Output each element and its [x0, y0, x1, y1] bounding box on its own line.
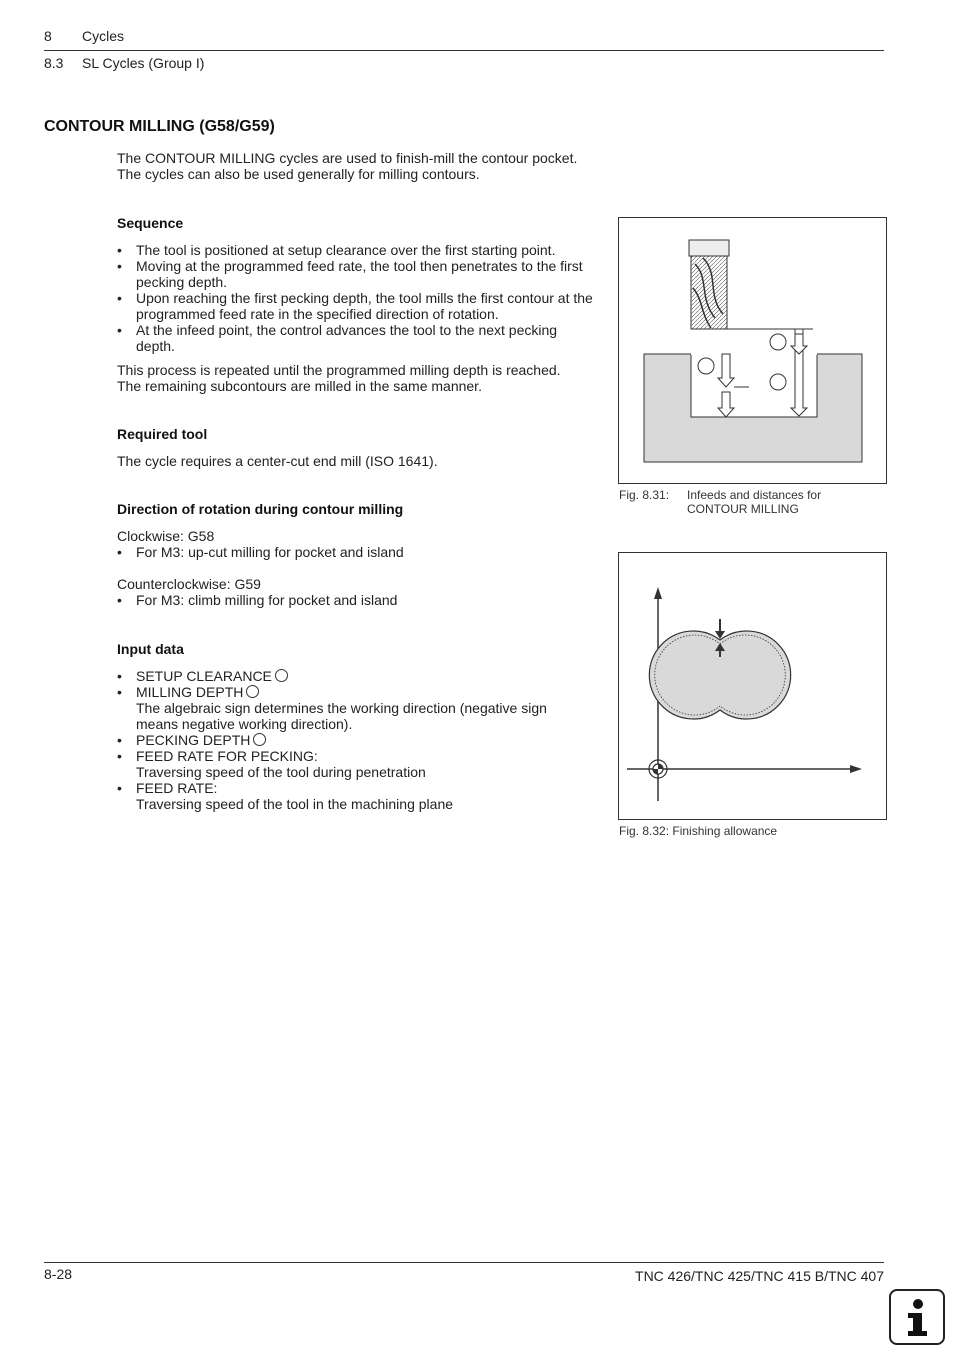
intro-line: The CONTOUR MILLING cycles are used to finish-mill the contour pocket. — [117, 150, 578, 166]
feed-rate-note: Traversing speed of the tool in the machining plane — [136, 796, 454, 812]
sequence-heading: Sequence — [117, 215, 184, 231]
feed-pecking-note: Traversing speed of the tool during penetration — [136, 764, 426, 780]
circle-marker-icon — [246, 685, 259, 698]
caption-line: Infeeds and distances for — [687, 488, 822, 502]
input-heading: Input data — [117, 641, 184, 657]
product-name: TNC 426/TNC 425/TNC 415 B/TNC 407 — [635, 1268, 884, 1284]
intro-line: The cycles can also be used generally for milling contours. — [117, 166, 480, 182]
footer-rule — [44, 1262, 884, 1263]
chapter-title: Cycles — [82, 28, 125, 44]
required-tool-section — [117, 426, 607, 469]
list-item: • The tool is positioned at setup clearance over the first starting point. — [117, 242, 597, 258]
list-item — [117, 668, 577, 684]
circle-marker-icon — [275, 669, 288, 682]
circle-marker-icon — [253, 733, 266, 746]
list-item: • Moving at the programmed feed rate, the tool then penetrates to the first pecking depth. — [117, 258, 597, 290]
sequence-section — [117, 215, 607, 394]
figure-infeeds-drawing — [619, 218, 886, 483]
sequence-after — [117, 362, 607, 394]
direction-section — [117, 501, 607, 608]
list-item: • For M3: up-cut milling for pocket and island — [117, 544, 607, 560]
list-item — [117, 780, 577, 812]
direction-heading: Direction of rotation during contour milling — [117, 501, 404, 517]
paragraph-line: This process is repeated until the programmed milling depth is reached. — [117, 362, 561, 378]
paragraph-line: The remaining subcontours are milled in the same manner. — [117, 378, 482, 394]
caption-line: CONTOUR MILLING — [687, 502, 799, 516]
list-item — [117, 748, 577, 780]
list-item — [117, 684, 577, 732]
milling-depth-label: MILLING DEPTH — [136, 684, 244, 700]
list-item: • Upon reaching the first pecking depth, the tool mills the first contour at the programmed feed rate in the specified direction of rotation. — [117, 290, 597, 322]
list-item: • For M3: climb milling for pocket and island — [117, 592, 607, 608]
feed-pecking-label: FEED RATE FOR PECKING: — [136, 748, 318, 764]
feed-rate-label: FEED RATE: — [136, 780, 218, 796]
counterclockwise-label: Counterclockwise: G59 — [117, 576, 261, 592]
page-title: CONTOUR MILLING (G58/G59) — [44, 118, 275, 135]
figure-infeeds — [618, 217, 887, 484]
figure-finishing-drawing — [619, 553, 886, 819]
info-icon[interactable] — [889, 1289, 945, 1345]
counterclockwise-list — [117, 592, 607, 608]
input-section — [117, 641, 607, 812]
input-list — [117, 668, 577, 812]
setup-clearance-label: SETUP CLEARANCE — [136, 668, 272, 684]
pecking-depth-label: PECKING DEPTH — [136, 732, 251, 748]
page-number: 8-28 — [44, 1266, 73, 1282]
header-rule — [44, 50, 884, 51]
fig1-label: Fig. 8.31: — [619, 488, 670, 502]
fig2-caption: Fig. 8.32: Finishing allowance — [619, 824, 778, 838]
sequence-list — [117, 242, 597, 354]
milling-depth-note: The algebraic sign determines the working direction (negative sign means negative working direction). — [136, 700, 547, 732]
section-title: SL Cycles (Group I) — [82, 55, 205, 71]
list-item: • At the infeed point, the control advances the tool to the next pecking depth. — [117, 322, 597, 354]
clockwise-label: Clockwise: G58 — [117, 528, 215, 544]
intro — [117, 150, 607, 182]
fig1-caption — [687, 488, 821, 516]
list-item — [117, 732, 577, 748]
figure-finishing-allowance — [618, 552, 887, 820]
required-tool-heading: Required tool — [117, 426, 208, 442]
section-number: 8.3 — [44, 55, 64, 71]
clockwise-list — [117, 544, 607, 560]
required-tool-text: The cycle requires a center-cut end mill (ISO 1641). — [117, 453, 438, 469]
chapter-number: 8 — [44, 28, 52, 44]
info-icon-glyph — [891, 1291, 943, 1343]
